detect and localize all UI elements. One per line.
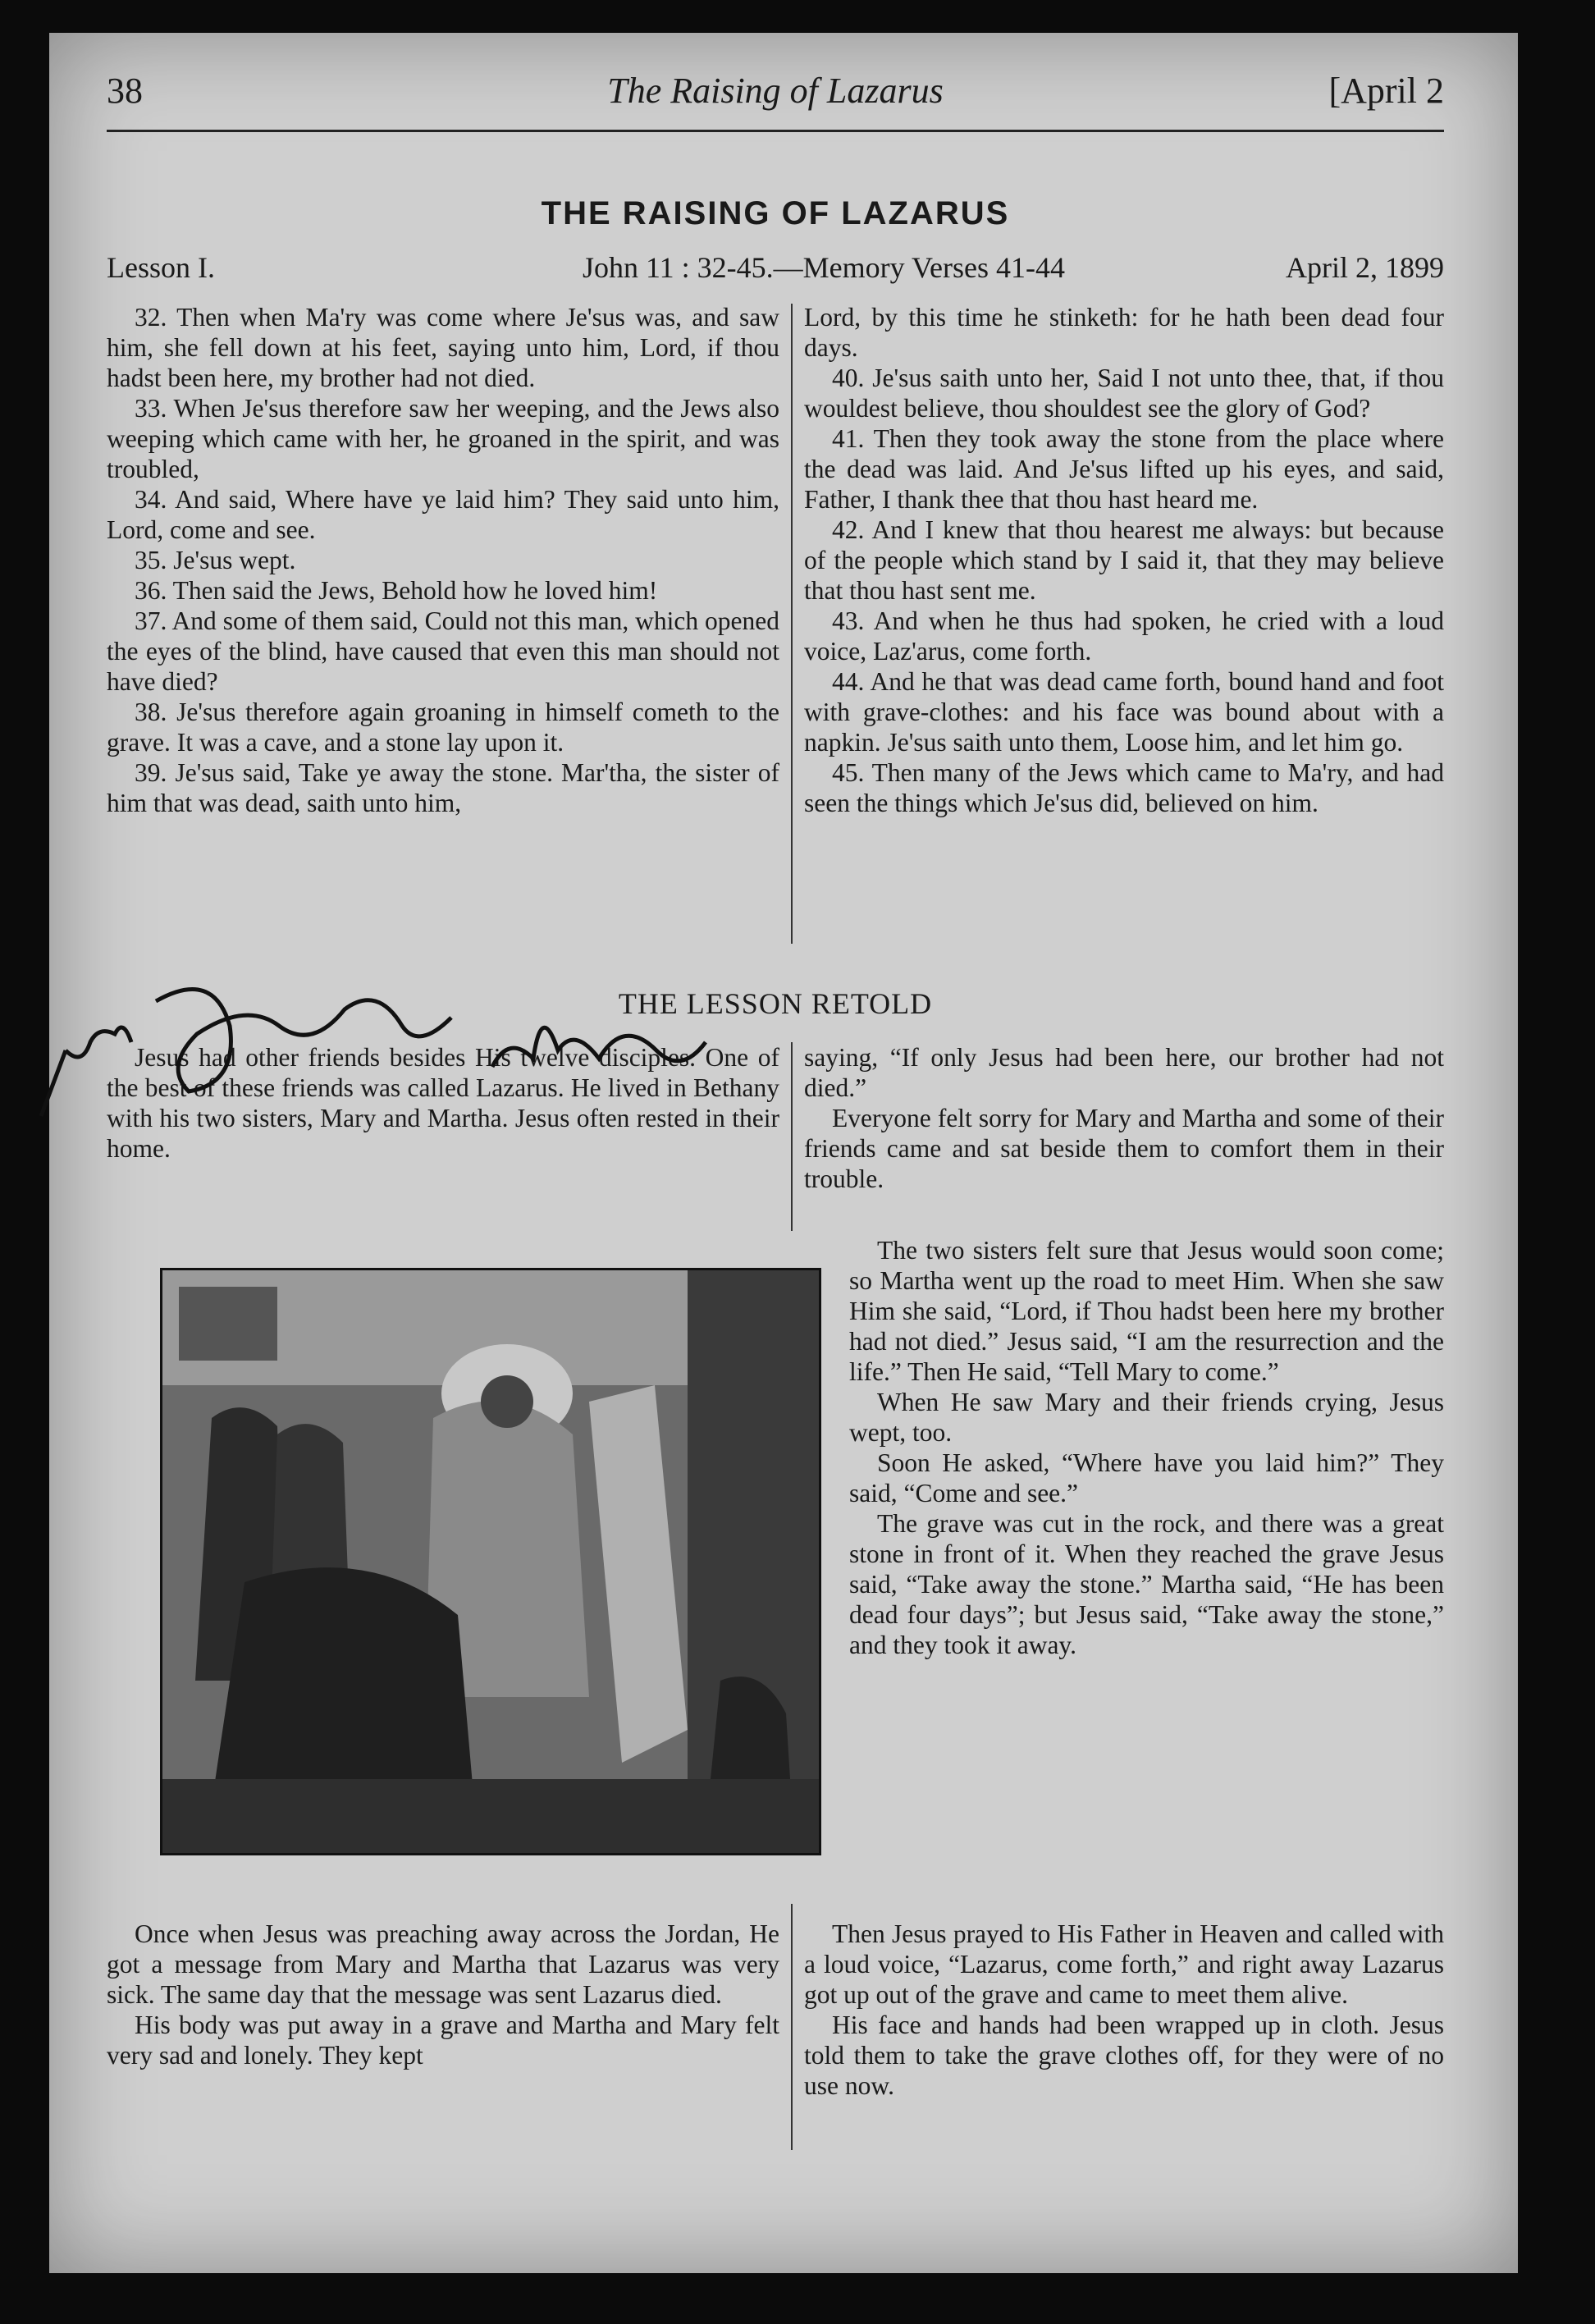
verse: 33. When Je'sus therefore saw her weeping, and the Jews also weeping which came with her, he groaned in the spirit, and was troubled, bbox=[107, 394, 779, 483]
paragraph: The grave was cut in the rock, and there was a great stone in front of it. When they reached the grave Jesus said, “Take away the stone.” Martha said, “He has been dead four days”; but Jesus said, “Take away the stone,” and they took it away. bbox=[849, 1509, 1444, 1659]
verse: 37. And some of them said, Could not this man, which opened the eyes of the blind, have caused that even this man should not have died? bbox=[107, 606, 779, 696]
paragraph: The two sisters felt sure that Jesus would soon come; so Martha went up the road to meet Him. When she saw Him she said, “Lord, if Thou hadst been here my brother had not died.” Jesus said, “I am the resurrection and the life.” Then He said, “Tell Mary to come.” bbox=[849, 1236, 1444, 1386]
section-subtitle: THE LESSON RETOLD bbox=[618, 987, 933, 1020]
paragraph: saying, “If only Jesus had been here, our brother had not died.” bbox=[804, 1043, 1444, 1102]
paragraph: His body was put away in a grave and Martha and Mary felt very sad and lonely. They kept bbox=[107, 2011, 779, 2070]
verse: 36. Then said the Jews, Behold how he loved him! bbox=[135, 576, 658, 605]
lesson-title: THE RAISING OF LAZARUS bbox=[541, 195, 1010, 231]
verse: 39. Je'sus said, Take ye away the stone. Mar'tha, the sister of him that was dead, saith unto him, bbox=[107, 758, 779, 817]
lesson-info-line bbox=[107, 250, 1444, 291]
lesson-date: April 2, 1899 bbox=[1286, 251, 1444, 284]
header-date: [April 2 bbox=[1328, 71, 1444, 111]
verse: 38. Je'sus therefore again groaning in himself cometh to the grave. It was a cave, and a stone lay upon it. bbox=[107, 698, 779, 757]
verses-left-column bbox=[107, 302, 779, 818]
column-divider bbox=[791, 304, 793, 944]
paragraph: His face and hands had been wrapped up in cloth. Jesus told them to take the grave clothes off, for they were of no use now. bbox=[804, 2011, 1444, 2100]
page-number: 38 bbox=[107, 71, 143, 111]
verses-right-column bbox=[804, 302, 1444, 818]
paragraph: Then Jesus prayed to His Father in Heaven and called with a loud voice, “Lazarus, come forth,” and right away Lazarus got up out of the grave and came to meet them alive. bbox=[804, 1919, 1444, 2009]
lesson-number: Lesson I. bbox=[107, 251, 215, 284]
paragraph: Once when Jesus was preaching away across the Jordan, He got a message from Mary and Martha that Lazarus was very sick. The same day that the message was sent Lazarus died. bbox=[107, 1919, 779, 2009]
verse: 32. Then when Ma'ry was come where Je'sus was, and saw him, she fell down at his feet, saying unto him, Lord, if thou hadst been here, my brother had not died. bbox=[107, 303, 779, 392]
verse: 34. And said, Where have ye laid him? They said unto him, Lord, come and see. bbox=[107, 485, 779, 544]
verse: Lord, by this time he stinketh: for he hath been dead four days. bbox=[804, 303, 1444, 362]
verse: 45. Then many of the Jews which came to Ma'ry, and had seen the things which Je'sus did, believed on him. bbox=[804, 758, 1444, 817]
header-rule bbox=[107, 130, 1444, 132]
handwritten-annotation bbox=[33, 952, 722, 1132]
retold-left-column-lower bbox=[107, 1919, 779, 2070]
retold-right-column bbox=[804, 1042, 1444, 1194]
paragraph: Everyone felt sorry for Mary and Martha and some of their friends came and sat beside them to comfort them in their trouble. bbox=[804, 1104, 1444, 1193]
column-divider bbox=[791, 1904, 793, 2150]
verse: 41. Then they took away the stone from the place where the dead was laid. And Je'sus lifted up his eyes, and said, Father, I thank thee that thou hast heard me. bbox=[804, 424, 1444, 514]
verse: 42. And I knew that thou hearest me always: but because of the people which stand by I said it, that they may believe that thou hast sent me. bbox=[804, 515, 1444, 605]
paragraph: Jesus had other friends besides His twelve disciples. One of the best of these friends was called Lazarus. He lived in Bethany with his two sisters, Mary and Martha. Jesus often rested in their home. bbox=[107, 1043, 779, 1163]
verse: 43. And when he thus had spoken, he cried with a loud voice, Laz'arus, come forth. bbox=[804, 606, 1444, 666]
running-title: The Raising of Lazarus bbox=[607, 71, 944, 111]
verse: 44. And he that was dead came forth, bound hand and foot with grave-clothes: and his face was bound about with a napkin. Je'sus saith unto them, Loose him, and let him go. bbox=[804, 667, 1444, 757]
paragraph: Soon He asked, “Where have you laid him?” They said, “Come and see.” bbox=[849, 1448, 1444, 1507]
engraving-illustration bbox=[160, 1268, 821, 1855]
paragraph: When He saw Mary and their friends crying, Jesus wept, too. bbox=[849, 1388, 1444, 1447]
scripture-reference: John 11 : 32-45.—Memory Verses 41-44 bbox=[583, 251, 1065, 284]
verse: 35. Je'sus wept. bbox=[135, 546, 296, 574]
retold-right-column-continued bbox=[849, 1235, 1444, 1660]
column-divider bbox=[791, 1042, 793, 1231]
retold-right-column-lower bbox=[804, 1919, 1444, 2101]
running-header bbox=[107, 70, 1444, 127]
verse: 40. Je'sus saith unto her, Said I not unto thee, that, if thou wouldest believe, thou shouldest see the glory of God? bbox=[804, 364, 1444, 423]
